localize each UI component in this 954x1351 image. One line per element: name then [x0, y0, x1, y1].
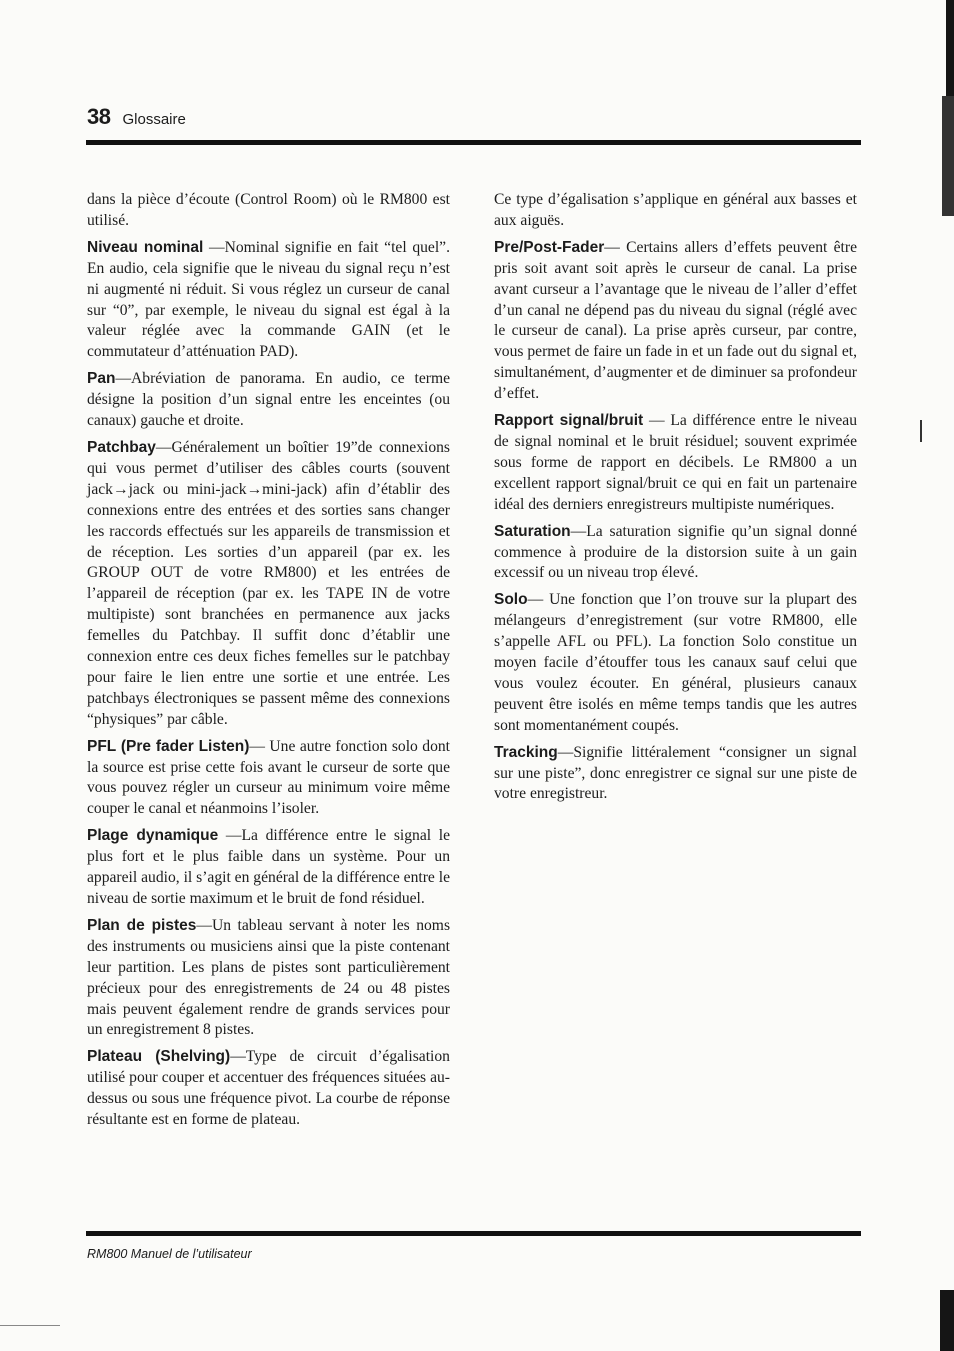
page-footer: RM800 Manuel de l’utilisateur	[87, 1247, 252, 1261]
entry-text: —Nominal signifie en fait “tel quel”. En audio, cela signifie que le niveau du signal reçu n’est ni augmenté ni réduit. Si vous réglez un curseur de canal sur “0”, par exemple, le niveau du signal est égal à la valeur réglée avec la commande GAIN (et le commutateur d’atténuation PAD).	[87, 238, 450, 361]
scan-line	[0, 1325, 60, 1326]
entry-text: —Généralement un boîtier 19”de connexions qui vous permet d’utiliser des câbles courts (souvent jack→jack ou mini-jack→mini-jack) afin d’établir des connexions entre des entrées et des sorties sans changer les raccords effectués sur les appareils de transmission et de réception. Les sorties d’un appareil (par ex. les GROUP OUT de votre RM800) et les entrées de l’appareil de réception (par ex. les TAPE IN de votre multipiste) sont branchées en permanence aux jacks femelles du Patchbay. Il suffit donc d’établir une connexion entre ces deux fiches femelles sur le patchbay pour faire le lien entre une sortie et une entrée. Les patchbays électroniques se passent même des connexions “physiques” par câble.	[87, 438, 450, 728]
glossary-entry	[87, 438, 450, 731]
entry-term: Pan	[87, 370, 116, 388]
glossary-entry	[87, 369, 450, 432]
glossary-entry	[494, 238, 857, 405]
entry-term: Patchbay	[87, 438, 156, 456]
glossary-entry	[87, 826, 450, 910]
glossary-entry	[494, 590, 857, 736]
right-column	[494, 190, 857, 811]
entry-term: Plan de pistes	[87, 916, 197, 934]
glossary-entry	[87, 737, 450, 821]
top-rule	[86, 140, 861, 145]
entry-text: — La différence entre le niveau de signal nominal et le bruit résiduel; souvent exprimée sous forme de rapport en décibels. Le RM800 a un excellent rapport signal/bruit ce qui en fait un partenaire idéal des derniers enregistreurs multipiste numériques.	[494, 412, 857, 513]
scan-speck	[920, 420, 922, 442]
entry-text: —La saturation signifie qu’un signal donné commence à produire de la distorsion suite à un gain excessif ou un niveau trop élevé.	[494, 522, 857, 582]
entry-text: — Certains allers d’effets peuvent être pris soit avant soit après le curseur de canal. La prise avant curseur a l’avantage que le niveau de l’aller d’effet d’un canal ne dépend pas du niveau du signal (réglé avec le curseur de canal). La prise après curseur, par contre, vous permet de faire un fade in et un fade out du signal et, simultanément, d’augmenter et de diminuer sa profondeur d’effet.	[494, 238, 857, 403]
entry-text: —Un tableau servant à noter les noms des instruments ou musiciens ainsi que la piste contenant leur partition. Les plans de pistes sont particulièrement précieux pour des enregistrements de 24 ou 48 pistes mais peuvent également rendre de grands services pour un enregistrement 8 pistes.	[87, 916, 451, 1039]
glossary-entry	[87, 238, 450, 363]
entry-term: Plateau (Shelving)	[87, 1048, 231, 1066]
glossary-entry	[87, 916, 450, 1041]
left-column	[87, 190, 450, 1137]
section-title: Glossaire	[122, 111, 186, 128]
entry-term: Niveau nominal	[87, 238, 204, 256]
page-header	[87, 104, 186, 130]
entry-text: —La différence entre le signal le plus fort et le plus faible dans un système. Pour un appareil audio, il s’agit en général de la différence entre le niveau de sortie maximum et le bruit de fond résiduel.	[87, 827, 450, 907]
entry-text: dans la pièce d’écoute (Control Room) où le RM800 est utilisé.	[87, 191, 450, 229]
entry-text: Ce type d’égalisation s’applique en général aux basses et aux aiguës.	[494, 191, 857, 229]
glossary-entry	[87, 190, 450, 232]
entry-term: Rapport signal/bruit	[494, 412, 644, 430]
entry-text: —Type de circuit d’égalisation utilisé pour couper et accentuer des fréquences situées au-dessus ou sous une fréquence pivot. La courbe de réponse résultante est en forme de plateau.	[87, 1048, 450, 1129]
entry-term: Tracking	[494, 743, 558, 761]
entry-text: — Une autre fonction solo dont la source est prise cette fois avant le curseur de sorte que vous pouvez régler un curseur au minimum voire même couper le canal et néanmoins l’isoler.	[87, 737, 450, 818]
entry-term: Solo	[494, 591, 528, 609]
scan-edge-mark	[942, 96, 954, 216]
glossary-entry	[494, 190, 857, 232]
glossary-entry	[494, 522, 857, 585]
glossary-entry	[494, 743, 857, 806]
entry-term: Plage dynamique	[87, 827, 219, 845]
bottom-rule	[86, 1231, 861, 1236]
entry-text: —Abréviation de panorama. En audio, ce terme désigne la position d’un signal entre les enceintes (ou canaux) gauche et droite.	[87, 370, 450, 430]
entry-term: Pre/Post-Fader	[494, 238, 605, 256]
glossary-entry	[87, 1047, 450, 1131]
entry-term: Saturation	[494, 522, 571, 540]
entry-text: — Une fonction que l’on trouve sur la plupart des mélangeurs d’enregistrement (sur votre RM800, elle s’appelle AFL ou PFL). La fonction Solo constitue un moyen facile d’étouffer tous les canaux sauf celui que vous voulez écouter. En général, plusieurs canaux peuvent être isolés en même temps tandis que les autres sont momentanément coupés.	[494, 591, 857, 734]
scan-edge-mark	[946, 0, 954, 96]
glossary-entry	[494, 411, 857, 516]
entry-term: PFL (Pre fader Listen)	[87, 737, 250, 755]
page-number: 38	[87, 104, 111, 129]
scan-edge-mark	[940, 1290, 954, 1351]
entry-text: —Signifie littéralement “consigner un signal sur une piste”, donc enregistrer ce signal sur une piste de votre enregistreur.	[494, 743, 857, 803]
